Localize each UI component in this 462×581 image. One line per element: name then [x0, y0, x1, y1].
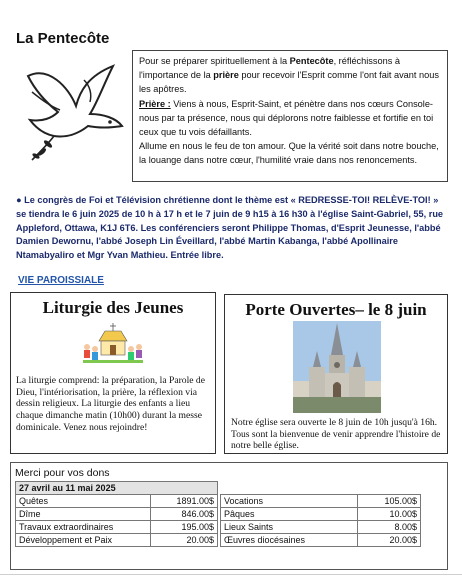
- merci-dons-box: [10, 462, 448, 570]
- priere-label: Prière :: [139, 99, 171, 110]
- pentecote-emphasis: Pentecôte: [289, 56, 334, 66]
- table-row: [16, 482, 421, 495]
- donation-label: Lieux Saints: [221, 521, 358, 534]
- donation-label: Vocations: [221, 495, 358, 508]
- dove-icon: [18, 56, 130, 166]
- children-illustration: [81, 321, 145, 365]
- porte-title: Porte Ouvertes– le 8 juin: [245, 300, 427, 319]
- donation-label: Travaux extraordinaires: [16, 521, 151, 534]
- priere-continuation: Allume en nous le feu de ton amour. Que la vérité soit dans notre bouche, la louange dans notre cœur, l'humilité vraie dans nos renoncements.: [139, 140, 439, 165]
- intro-text: , réfléchissons à l'importance de la: [139, 56, 400, 80]
- table-row: [16, 495, 421, 508]
- donation-label: Développement et Paix: [16, 534, 151, 547]
- intro-box: [132, 50, 448, 182]
- merci-title: Merci pour vos dons: [15, 467, 110, 479]
- donation-value: 195.00$: [151, 521, 218, 534]
- donation-value: 846.00$: [151, 508, 218, 521]
- vie-paroissiale-link[interactable]: VIE PAROISSIALE: [18, 275, 104, 286]
- table-row: [16, 508, 421, 521]
- donation-label: Dîme: [16, 508, 151, 521]
- donation-label: Œuvres diocésaines: [221, 534, 358, 547]
- donation-value: 1891.00$: [151, 495, 218, 508]
- porte-text: Notre église sera ouverte le 8 juin de 10h jusqu'à 16h. Tous sont la bienvenue de venir apprendre l'histoire de notre belle église.: [231, 417, 441, 451]
- footer-divider: [0, 574, 462, 575]
- donation-value: 105.00$: [358, 495, 421, 508]
- donation-label: Pâques: [221, 508, 358, 521]
- dons-table: [15, 481, 421, 547]
- liturgie-title: Liturgie des Jeunes: [42, 298, 184, 317]
- priere-paragraph: [139, 98, 441, 139]
- donation-value: 8.00$: [358, 521, 421, 534]
- donation-value: 20.00$: [358, 534, 421, 547]
- porte-ouvertes-box: [224, 294, 448, 454]
- page-title: La Pentecôte: [16, 30, 110, 47]
- intro-text: Pour se préparer spirituellement à la: [139, 56, 290, 66]
- table-row: [16, 521, 421, 534]
- priere-emphasis: prière: [213, 69, 239, 80]
- period-cell: 27 avril au 11 mai 2025: [16, 482, 218, 495]
- liturgie-text: La liturgie comprend: la préparation, la Parole de Dieu, l'intériorisation, la prière, la réflexion via dessin religieux. La liturgie des enfants a lieu chaque dimanche matin (10h00) durant la messe dominicale. Venez nous rejoindre!: [16, 375, 205, 433]
- congres-announcement: ● Le congrès de Foi et Télévision chrétienne dont le thème est « REDRESSE-TOI! RELÈVE-TOI! » se tiendra le 6 juin 2025 de 10 h à 17 h et le 7 juin de 9 h15 à 16 h30 à l'église Saint-Gabriel, 55, rue Appleford, Ottawa, K1J 6T6. Les conférenciers seront Philippe Thomas, d'Esprit Jeunesse, l'abbé Damien Dewornu, l'abbé Joseph Lin Éveillard, l'abbé Martin Kabanga, l'abbé Apollinaire Ntamabyaliro et Mgr Yvan Mathieu. Entrée libre.: [16, 195, 444, 261]
- intro-paragraph: [139, 55, 441, 96]
- donation-label: Quêtes: [16, 495, 151, 508]
- church-photo: [293, 321, 381, 413]
- donation-value: 10.00$: [358, 508, 421, 521]
- table-row: [16, 534, 421, 547]
- liturgie-jeunes-box: [10, 292, 216, 454]
- priere-text: Viens à nous, Esprit-Saint, et pénètre dans nos cœurs Console-nous par ta présence, nous qui déplorons notre faiblesse et fortifie en toi ceux que tu vois défaillants.: [139, 99, 434, 137]
- donation-value: 20.00$: [151, 534, 218, 547]
- intro-text: pour recevoir l'Esprit comme l'ont fait avant nous les apôtres.: [139, 69, 439, 94]
